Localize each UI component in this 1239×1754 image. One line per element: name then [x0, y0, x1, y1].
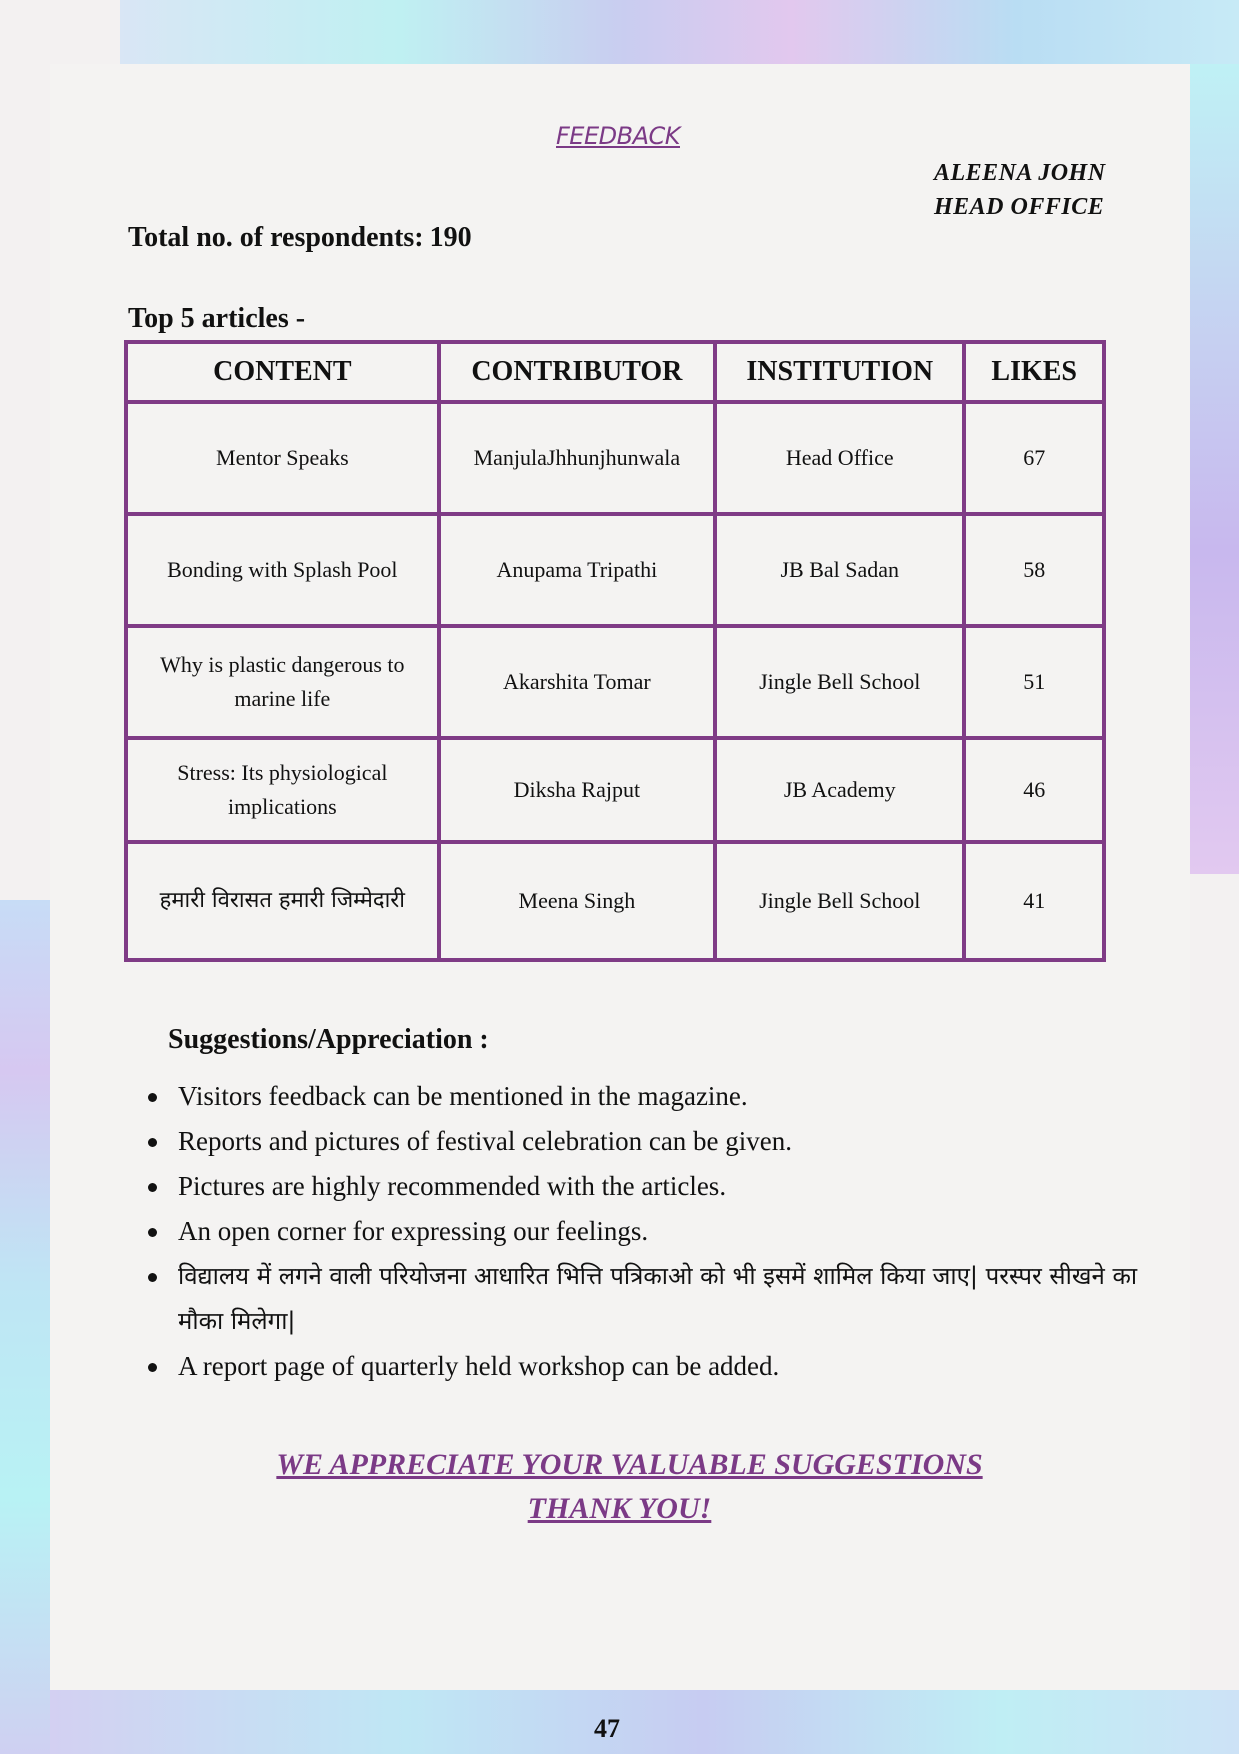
list-item: Reports and pictures of festival celebration can be given. [148, 1119, 1148, 1164]
cell-content: Stress: Its physiological implications [126, 738, 439, 842]
cell-contributor: Meena Singh [439, 842, 715, 960]
list-item: An open corner for expressing our feelings. [148, 1209, 1148, 1254]
respondents-line [128, 222, 472, 254]
column-header-contributor: CONTRIBUTOR [439, 342, 715, 402]
table-row [126, 402, 1104, 514]
cell-likes: 41 [964, 842, 1104, 960]
cell-institution: JB Academy [715, 738, 964, 842]
cell-likes: 58 [964, 514, 1104, 626]
author-block [934, 156, 1106, 224]
top-articles-table [124, 340, 1106, 962]
cell-content: Bonding with Splash Pool [126, 514, 439, 626]
author-office: HEAD OFFICE [934, 194, 1105, 220]
respondents-label: Total no. of respondents: [128, 222, 424, 253]
list-item: Visitors feedback can be mentioned in the magazine. [148, 1074, 1148, 1119]
cell-likes: 67 [964, 402, 1104, 514]
cell-contributor: Anupama Tripathi [439, 514, 715, 626]
list-item: Pictures are highly recommended with the articles. [148, 1164, 1148, 1209]
cell-institution: Head Office [715, 402, 964, 514]
column-header-likes: LIKES [964, 342, 1104, 402]
cell-institution: Jingle Bell School [715, 626, 964, 738]
column-header-content: CONTENT [126, 342, 439, 402]
table-header-row [126, 342, 1104, 402]
column-header-institution: INSTITUTION [715, 342, 964, 402]
cell-content: Mentor Speaks [126, 402, 439, 514]
closing-line-appreciation: WE APPRECIATE YOUR VALUABLE SUGGESTIONS [276, 1448, 983, 1481]
page-number: 47 [594, 1714, 620, 1743]
table-row [126, 738, 1104, 842]
cell-institution: Jingle Bell School [715, 842, 964, 960]
cell-contributor: Diksha Rajput [439, 738, 715, 842]
suggestions-heading: Suggestions/Appreciation : [168, 1024, 489, 1055]
author-name: ALEENA JOHN [934, 160, 1106, 186]
suggestions-list [148, 1074, 1148, 1389]
closing-line-thanks: THANK YOU! [527, 1492, 712, 1525]
list-item: विद्यालय में लगने वाली परियोजना आधारित भित्ति पत्रिकाओ को भी इसमें शामिल किया जाए| परस्पर सीखने का मौका मिलेगा| [148, 1254, 1148, 1344]
list-item: A report page of quarterly held workshop can be added. [148, 1344, 1148, 1389]
table-row [126, 514, 1104, 626]
cell-institution: JB Bal Sadan [715, 514, 964, 626]
cell-contributor: ManjulaJhhunjhunwala [439, 402, 715, 514]
cell-content: हमारी विरासत हमारी जिम्मेदारी [126, 842, 439, 960]
cell-likes: 51 [964, 626, 1104, 738]
table-row [126, 842, 1104, 960]
cell-likes: 46 [964, 738, 1104, 842]
respondents-value: 190 [429, 222, 472, 253]
top-articles-label: Top 5 articles - [128, 303, 306, 334]
cell-contributor: Akarshita Tomar [439, 626, 715, 738]
cell-content: Why is plastic dangerous to marine life [126, 626, 439, 738]
table-row [126, 626, 1104, 738]
page-title: FEEDBACK [556, 122, 680, 150]
